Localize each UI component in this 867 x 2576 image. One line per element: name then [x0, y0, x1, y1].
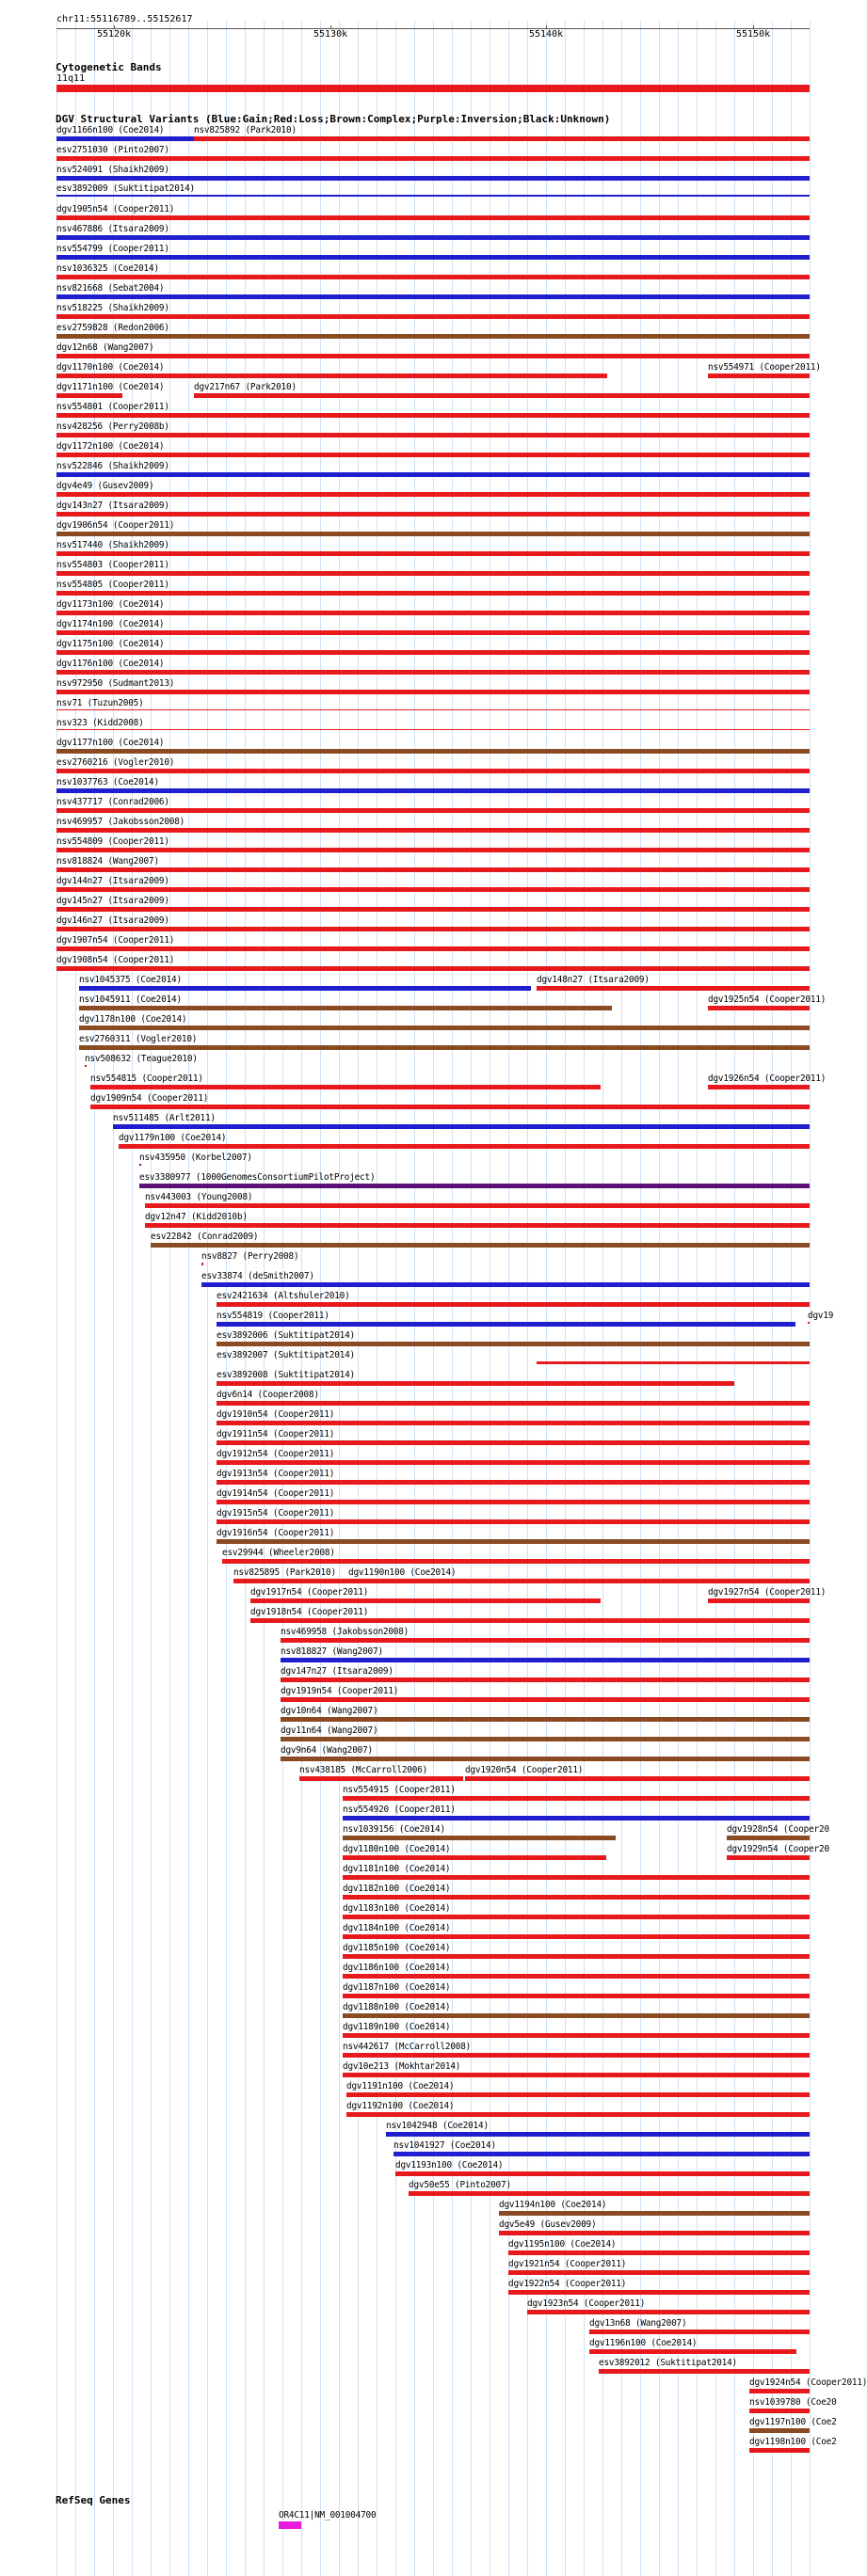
sv-feature-label: nsv825892 (Park2010): [194, 125, 297, 135]
sv-feature-label: nsv554805 (Cooper2011): [56, 580, 169, 590]
sv-feature-bar[interactable]: [194, 393, 810, 398]
ruler-tick-label: 55120k: [97, 29, 132, 40]
sv-feature-bar[interactable]: [708, 1085, 810, 1089]
sv-feature-label: dgv1197n100 (Coe2: [749, 2417, 837, 2427]
grid-line: [810, 21, 811, 2576]
sv-feature-label: esv3892008 (Suktitipat2014): [217, 1370, 355, 1380]
sv-feature-bar[interactable]: [217, 1440, 810, 1445]
sv-feature-bar[interactable]: [343, 2073, 810, 2077]
sv-feature-bar[interactable]: [217, 1322, 795, 1327]
sv-feature-bar[interactable]: [56, 591, 810, 596]
sv-feature-label: esv22842 (Conrad2009): [151, 1232, 259, 1242]
grid-line: [358, 21, 359, 2576]
sv-feature-label: nsv1045911 (Coe2014): [79, 994, 182, 1005]
sv-feature-bar[interactable]: [79, 1045, 810, 1050]
sv-feature-bar[interactable]: [250, 1618, 810, 1623]
ruler-tick-label: 55140k: [529, 29, 564, 40]
sv-feature-bar[interactable]: [56, 729, 810, 730]
sv-feature-bar[interactable]: [281, 1638, 810, 1643]
sv-feature-label: dgv1188n100 (Coe2014): [343, 2002, 451, 2012]
sv-feature-label: dgv1929n54 (Cooper20: [727, 1844, 829, 1854]
sv-feature-label: dgv144n27 (Itsara2009): [56, 876, 169, 886]
sv-feature-label: dgv50e55 (Pinto2007): [409, 2180, 511, 2190]
sv-feature-label: dgv1178n100 (Coe2014): [79, 1014, 187, 1025]
sv-feature-bar[interactable]: [56, 512, 810, 517]
grid-line: [169, 21, 170, 2576]
sv-feature-bar[interactable]: [343, 1875, 810, 1880]
sv-feature-label: dgv1176n100 (Coe2014): [56, 659, 165, 669]
sv-feature-label: nsv428256 (Perry2008b): [56, 421, 169, 432]
sv-feature-bar[interactable]: [281, 1697, 810, 1702]
grid-line: [395, 21, 396, 2576]
sv-feature-label: dgv1911n54 (Cooper2011): [217, 1429, 335, 1439]
sv-feature-bar[interactable]: [217, 1460, 810, 1465]
sv-feature-label: nsv818824 (Wang2007): [56, 856, 159, 867]
sv-feature-bar[interactable]: [343, 1934, 810, 1939]
sv-feature-bar[interactable]: [508, 2250, 810, 2255]
sv-feature-label: dgv1907n54 (Cooper2011): [56, 935, 175, 946]
sv-feature-label: dgv1914n54 (Cooper2011): [217, 1488, 335, 1499]
sv-feature-label: nsv469957 (Jakobsson2008): [56, 817, 185, 827]
sv-feature-label: nsv554819 (Cooper2011): [217, 1311, 329, 1321]
sv-feature-bar[interactable]: [56, 354, 810, 358]
ruler-tick-label: 55150k: [736, 29, 771, 40]
sv-feature-bar[interactable]: [527, 2310, 810, 2314]
sv-feature-label: dgv1198n100 (Coe2: [749, 2437, 837, 2447]
sv-feature-bar[interactable]: [56, 215, 810, 220]
sv-feature-label: esv2759828 (Redon2006): [56, 323, 169, 333]
sv-feature-bar[interactable]: [346, 2112, 810, 2117]
sv-feature-label: nsv554815 (Cooper2011): [90, 1073, 203, 1084]
sv-feature-bar[interactable]: [139, 1164, 141, 1166]
cytoband-track-title: Cytogenetic Bands: [56, 61, 162, 73]
sv-feature-label: dgv1186n100 (Coe2014): [343, 1963, 451, 1973]
sv-feature-bar[interactable]: [56, 887, 810, 892]
sv-feature-bar[interactable]: [749, 2428, 810, 2433]
sv-feature-bar[interactable]: [217, 1500, 810, 1504]
sv-feature-bar[interactable]: [499, 2231, 810, 2235]
sv-feature-label: nsv71 (Tuzun2005): [56, 698, 144, 708]
sv-feature-bar[interactable]: [56, 551, 810, 556]
sv-feature-bar[interactable]: [508, 2290, 810, 2295]
sv-feature-bar[interactable]: [56, 492, 810, 497]
sv-feature-bar[interactable]: [343, 1994, 810, 1998]
sv-feature-label: dgv217n67 (Park2010): [194, 382, 297, 392]
sv-feature-bar[interactable]: [222, 1559, 810, 1564]
sv-feature-label: nsv554803 (Cooper2011): [56, 560, 169, 570]
sv-feature-bar[interactable]: [217, 1519, 810, 1524]
sv-feature-label: dgv1193n100 (Coe2014): [395, 2160, 504, 2171]
sv-feature-label: dgv4e49 (Gusev2009): [56, 481, 154, 491]
sv-feature-bar[interactable]: [56, 828, 810, 833]
grid-line: [207, 21, 208, 2576]
sv-feature-bar[interactable]: [56, 690, 810, 694]
sv-feature-label: dgv1184n100 (Coe2014): [343, 1923, 451, 1933]
sv-feature-label: nsv443003 (Young2008): [145, 1192, 253, 1202]
sv-feature-label: dgv13n68 (Wang2007): [589, 2318, 687, 2329]
sv-feature-bar[interactable]: [343, 2013, 810, 2018]
sv-feature-label: esv3380977 (1000GenomesConsortiumPilotProject): [139, 1172, 376, 1183]
sv-feature-bar[interactable]: [508, 2270, 810, 2275]
sv-feature-bar[interactable]: [217, 1342, 810, 1346]
sv-feature-label: nsv554809 (Cooper2011): [56, 836, 169, 847]
sv-feature-label: dgv1920n54 (Cooper2011): [465, 1765, 584, 1775]
sv-feature-bar[interactable]: [79, 986, 531, 991]
sv-feature-bar[interactable]: [145, 1203, 810, 1208]
sv-feature-bar[interactable]: [217, 1480, 810, 1485]
sv-feature-label: dgv1179n100 (Coe2014): [119, 1133, 227, 1143]
sv-feature-bar[interactable]: [56, 630, 810, 635]
sv-feature-bar[interactable]: [708, 1006, 810, 1010]
sv-feature-bar[interactable]: [217, 1539, 810, 1544]
sv-feature-label: dgv1173n100 (Coe2014): [56, 599, 165, 610]
cytoband-band[interactable]: [56, 85, 810, 92]
sv-feature-label: nsv522846 (Shaikh2009): [56, 461, 169, 471]
sv-feature-bar[interactable]: [589, 2349, 796, 2354]
sv-feature-bar[interactable]: [281, 1757, 810, 1761]
sv-feature-label: nsv517440 (Shaikh2009): [56, 540, 169, 550]
sv-feature-label: dgv1921n54 (Cooper2011): [508, 2259, 627, 2269]
sv-feature-bar[interactable]: [56, 255, 810, 260]
sv-feature-bar[interactable]: [537, 986, 810, 991]
sv-feature-bar[interactable]: [749, 2448, 810, 2453]
sv-feature-label: nsv818827 (Wang2007): [281, 1646, 383, 1657]
sv-feature-bar[interactable]: [56, 393, 122, 398]
sv-feature-label: dgv1191n100 (Coe2014): [346, 2081, 455, 2091]
sv-feature-label: nsv508632 (Teague2010): [85, 1054, 198, 1064]
sv-feature-bar[interactable]: [727, 1855, 810, 1860]
sv-feature-bar[interactable]: [708, 1598, 810, 1603]
sv-feature-bar[interactable]: [217, 1421, 810, 1425]
sv-feature-label: dgv1177n100 (Coe2014): [56, 738, 165, 748]
sv-feature-label: dgv1908n54 (Cooper2011): [56, 955, 175, 965]
sv-feature-label: nsv8827 (Perry2008): [201, 1251, 299, 1262]
sv-feature-label: dgv1910n54 (Cooper2011): [217, 1409, 335, 1420]
sv-feature-bar[interactable]: [56, 808, 810, 813]
sv-feature-bar[interactable]: [343, 2053, 810, 2058]
sv-feature-bar[interactable]: [56, 195, 810, 197]
sv-feature-label: dgv19: [808, 1311, 834, 1321]
sv-feature-label: esv2421634 (Altshuler2010): [217, 1291, 350, 1301]
sv-feature-label: dgv148n27 (Itsara2009): [537, 975, 650, 985]
sv-feature-label: dgv1181n100 (Coe2014): [343, 1864, 451, 1874]
sv-feature-label: dgv1194n100 (Coe2014): [499, 2200, 607, 2210]
sv-feature-bar[interactable]: [56, 472, 810, 477]
sv-feature-bar[interactable]: [56, 611, 810, 615]
sv-feature-label: nsv438185 (McCarroll2006): [299, 1765, 428, 1775]
sv-feature-label: esv33874 (deSmith2007): [201, 1271, 314, 1281]
ruler-tick-label: 55130k: [313, 29, 348, 40]
sv-feature-label: nsv1045375 (Coe2014): [79, 975, 182, 985]
sv-feature-label: nsv511485 (Arlt2011): [113, 1113, 216, 1123]
sv-feature-bar[interactable]: [151, 1243, 810, 1248]
sv-feature-label: nsv1037763 (Coe2014): [56, 777, 159, 787]
sv-feature-label: nsv518225 (Shaikh2009): [56, 303, 169, 313]
sv-feature-bar[interactable]: [343, 1954, 810, 1959]
sv-feature-label: nsv524091 (Shaikh2009): [56, 165, 169, 175]
sv-feature-bar[interactable]: [56, 867, 810, 872]
sv-feature-bar[interactable]: [194, 136, 810, 141]
sv-feature-bar[interactable]: [113, 1124, 810, 1129]
locus-label: chr11:55116789..55152617: [56, 14, 193, 24]
sv-feature-bar[interactable]: [589, 2330, 810, 2334]
sv-feature-label: nsv554971 (Cooper2011): [708, 362, 821, 373]
sv-feature-label: dgv145n27 (Itsara2009): [56, 896, 169, 906]
sv-feature-bar[interactable]: [56, 314, 810, 319]
gene-feature[interactable]: [279, 2521, 301, 2529]
sv-feature-label: esv2760311 (Vogler2010): [79, 1034, 198, 1044]
sv-feature-bar[interactable]: [85, 1065, 87, 1067]
sv-feature-label: dgv1185n100 (Coe2014): [343, 1943, 451, 1953]
sv-feature-label: dgv1180n100 (Coe2014): [343, 1844, 451, 1854]
sv-feature-bar[interactable]: [808, 1322, 810, 1324]
sv-feature-label: dgv1166n100 (Coe2014): [56, 125, 165, 135]
sv-feature-bar[interactable]: [56, 650, 810, 655]
sv-feature-bar[interactable]: [343, 1855, 606, 1860]
sv-feature-bar[interactable]: [217, 1401, 810, 1406]
sv-feature-bar[interactable]: [343, 1836, 616, 1840]
sv-feature-label: dgv1915n54 (Cooper2011): [217, 1508, 335, 1519]
sv-feature-bar[interactable]: [250, 1598, 601, 1603]
sv-feature-bar[interactable]: [465, 1776, 810, 1781]
refseq-track-title: RefSeq Genes: [56, 2494, 131, 2506]
sv-feature-label: nsv435950 (Korbel2007): [139, 1153, 252, 1163]
sv-feature-bar[interactable]: [537, 1361, 810, 1364]
sv-feature-label: nsv825895 (Park2010): [233, 1567, 336, 1578]
sv-feature-label: dgv1175n100 (Coe2014): [56, 639, 165, 649]
sv-feature-label: esv2760216 (Vogler2010): [56, 757, 175, 768]
sv-feature-label: dgv1170n100 (Coe2014): [56, 362, 165, 373]
sv-feature-label: dgv146n27 (Itsara2009): [56, 915, 169, 926]
sv-feature-bar[interactable]: [343, 1915, 810, 1919]
sv-feature-label: dgv147n27 (Itsara2009): [281, 1666, 393, 1677]
sv-feature-label: dgv1192n100 (Coe2014): [346, 2101, 455, 2111]
sv-feature-label: dgv1928n54 (Cooper20: [727, 1824, 829, 1835]
ruler-axis: [56, 28, 810, 29]
sv-feature-bar[interactable]: [393, 2152, 810, 2156]
sv-feature-label: dgv1923n54 (Cooper2011): [527, 2298, 646, 2309]
sv-feature-bar[interactable]: [56, 334, 810, 339]
sv-feature-bar[interactable]: [139, 1184, 810, 1188]
sv-feature-label: nsv442617 (McCarroll2008): [343, 2042, 472, 2052]
sv-feature-label: nsv1042948 (Coe2014): [386, 2121, 489, 2131]
sv-feature-bar[interactable]: [749, 2409, 810, 2413]
sv-feature-bar[interactable]: [56, 176, 810, 181]
sv-feature-bar[interactable]: [343, 2033, 810, 2038]
sv-feature-label: esv3892009 (Suktitipat2014): [56, 183, 195, 194]
sv-feature-bar[interactable]: [56, 749, 810, 754]
cytoband-label: 11q11: [56, 73, 86, 84]
sv-feature-label: dgv1916n54 (Cooper2011): [217, 1528, 335, 1538]
sv-feature-label: dgv1171n100 (Coe2014): [56, 382, 165, 392]
sv-feature-label: esv3892012 (Suktitipat2014): [599, 2358, 737, 2368]
sv-feature-label: dgv1925n54 (Cooper2011): [708, 994, 827, 1005]
sv-feature-label: dgv1918n54 (Cooper2011): [250, 1607, 369, 1617]
sv-feature-label: dgv10e213 (Mokhtar2014): [343, 2061, 461, 2072]
sv-feature-label: nsv554801 (Cooper2011): [56, 402, 169, 412]
sv-feature-bar[interactable]: [56, 532, 810, 536]
sv-feature-label: nsv323 (Kidd2008): [56, 718, 144, 728]
sv-feature-bar[interactable]: [56, 709, 810, 710]
sv-track-title: DGV Structural Variants (Blue:Gain;Red:Loss;Brown:Complex;Purple:Inversion;Black:Unknown): [56, 113, 611, 125]
sv-feature-label: dgv1174n100 (Coe2014): [56, 619, 165, 629]
sv-feature-label: dgv1909n54 (Cooper2011): [90, 1093, 209, 1104]
sv-feature-bar[interactable]: [79, 1026, 810, 1030]
sv-feature-bar[interactable]: [56, 670, 810, 675]
sv-feature-bar[interactable]: [56, 294, 810, 299]
sv-feature-label: dgv1919n54 (Cooper2011): [281, 1686, 399, 1696]
sv-feature-label: nsv469958 (Jakobsson2008): [281, 1627, 409, 1637]
sv-feature-label: dgv5e49 (Gusev2009): [499, 2219, 597, 2230]
sv-feature-bar[interactable]: [56, 156, 810, 161]
sv-feature-label: dgv1189n100 (Coe2014): [343, 2022, 451, 2032]
sv-feature-bar[interactable]: [145, 1223, 810, 1228]
sv-feature-bar[interactable]: [90, 1085, 601, 1089]
sv-feature-label: dgv9n64 (Wang2007): [281, 1745, 373, 1756]
sv-feature-label: nsv554915 (Cooper2011): [343, 1785, 456, 1795]
sv-feature-bar[interactable]: [56, 433, 810, 437]
sv-feature-bar[interactable]: [386, 2132, 810, 2137]
sv-feature-bar[interactable]: [346, 2092, 810, 2097]
sv-feature-label: dgv1924n54 (Cooper2011): [749, 2377, 867, 2388]
sv-feature-bar[interactable]: [56, 848, 810, 852]
sv-feature-label: nsv1039780 (Coe20: [749, 2397, 837, 2408]
sv-feature-bar[interactable]: [56, 235, 810, 240]
grid-line: [188, 21, 189, 2576]
sv-feature-bar[interactable]: [56, 927, 810, 931]
gene-label: OR4C11|NM_001004700: [279, 2510, 377, 2520]
sv-feature-label: dgv1182n100 (Coe2014): [343, 1884, 451, 1894]
sv-feature-bar[interactable]: [499, 2211, 810, 2216]
sv-feature-label: nsv821668 (Sebat2004): [56, 283, 165, 294]
sv-feature-label: dgv12n47 (Kidd2010b): [145, 1212, 248, 1222]
sv-feature-label: dgv1190n100 (Coe2014): [348, 1567, 457, 1578]
sv-feature-bar[interactable]: [281, 1678, 810, 1682]
sv-feature-label: esv2751030 (Pinto2007): [56, 145, 169, 155]
sv-feature-label: nsv1039156 (Coe2014): [343, 1824, 445, 1835]
sv-feature-label: dgv1906n54 (Cooper2011): [56, 520, 175, 531]
sv-feature-label: dgv10n64 (Wang2007): [281, 1706, 378, 1716]
sv-feature-label: esv3892007 (Suktitipat2014): [217, 1350, 355, 1360]
sv-feature-bar[interactable]: [56, 966, 810, 971]
sv-feature-label: nsv554799 (Cooper2011): [56, 244, 169, 254]
sv-feature-label: dgv1195n100 (Coe2014): [508, 2239, 617, 2250]
sv-feature-bar[interactable]: [119, 1144, 810, 1149]
sv-feature-label: dgv1183n100 (Coe2014): [343, 1903, 451, 1914]
sv-feature-bar[interactable]: [409, 2191, 810, 2196]
sv-feature-bar[interactable]: [56, 907, 810, 912]
sv-feature-bar[interactable]: [56, 453, 810, 457]
sv-feature-bar[interactable]: [395, 2171, 810, 2176]
sv-feature-label: dgv1172n100 (Coe2014): [56, 441, 165, 452]
sv-feature-label: dgv1922n54 (Cooper2011): [508, 2279, 627, 2289]
sv-feature-label: dgv6n14 (Cooper2008): [217, 1390, 319, 1400]
sv-feature-label: nsv437717 (Conrad2006): [56, 797, 169, 807]
sv-feature-bar[interactable]: [56, 769, 810, 773]
sv-feature-label: esv3892006 (Suktitipat2014): [217, 1330, 355, 1341]
sv-feature-bar[interactable]: [281, 1717, 810, 1722]
sv-feature-bar[interactable]: [299, 1776, 463, 1781]
sv-feature-bar[interactable]: [56, 413, 810, 418]
sv-feature-bar[interactable]: [727, 1836, 810, 1840]
sv-feature-bar[interactable]: [599, 2369, 810, 2374]
sv-feature-bar[interactable]: [343, 1895, 810, 1900]
sv-feature-bar[interactable]: [217, 1302, 810, 1307]
sv-feature-label: dgv1187n100 (Coe2014): [343, 1982, 451, 1993]
sv-feature-label: nsv1041927 (Coe2014): [393, 2140, 496, 2151]
sv-feature-label: nsv467886 (Itsara2009): [56, 224, 169, 234]
sv-feature-bar[interactable]: [281, 1658, 810, 1662]
sv-feature-label: dgv1917n54 (Cooper2011): [250, 1587, 369, 1598]
sv-feature-bar[interactable]: [348, 1579, 810, 1583]
sv-feature-label: dgv1912n54 (Cooper2011): [217, 1449, 335, 1459]
sv-feature-label: nsv1036325 (Coe2014): [56, 263, 159, 274]
sv-feature-bar[interactable]: [343, 1816, 810, 1821]
sv-feature-bar[interactable]: [201, 1263, 203, 1265]
sv-feature-bar[interactable]: [79, 1006, 612, 1010]
sv-feature-label: dgv1927n54 (Cooper2011): [708, 1587, 827, 1598]
sv-feature-label: dgv1913n54 (Cooper2011): [217, 1469, 335, 1479]
sv-feature-label: dgv1905n54 (Cooper2011): [56, 204, 175, 215]
sv-feature-label: dgv1926n54 (Cooper2011): [708, 1073, 827, 1084]
sv-feature-bar[interactable]: [56, 275, 810, 279]
sv-feature-bar[interactable]: [90, 1105, 810, 1109]
sv-feature-label: dgv11n64 (Wang2007): [281, 1725, 378, 1736]
sv-feature-label: dgv143n27 (Itsara2009): [56, 501, 169, 511]
sv-feature-bar[interactable]: [343, 1974, 810, 1979]
sv-feature-bar[interactable]: [281, 1737, 810, 1741]
sv-feature-bar[interactable]: [343, 1796, 810, 1801]
sv-feature-bar[interactable]: [56, 571, 810, 576]
sv-feature-label: dgv12n68 (Wang2007): [56, 342, 154, 353]
sv-feature-bar[interactable]: [56, 788, 810, 793]
sv-feature-bar[interactable]: [749, 2389, 810, 2393]
sv-feature-label: nsv554920 (Cooper2011): [343, 1805, 456, 1815]
sv-feature-bar[interactable]: [56, 374, 607, 378]
sv-feature-bar[interactable]: [201, 1282, 810, 1287]
sv-feature-bar[interactable]: [56, 946, 810, 951]
sv-feature-label: esv29944 (Wheeler2008): [222, 1548, 335, 1558]
sv-feature-bar[interactable]: [708, 374, 810, 378]
sv-feature-bar[interactable]: [217, 1381, 734, 1386]
sv-feature-label: nsv972950 (Sudmant2013): [56, 678, 175, 689]
sv-feature-label: dgv1196n100 (Coe2014): [589, 2338, 698, 2348]
